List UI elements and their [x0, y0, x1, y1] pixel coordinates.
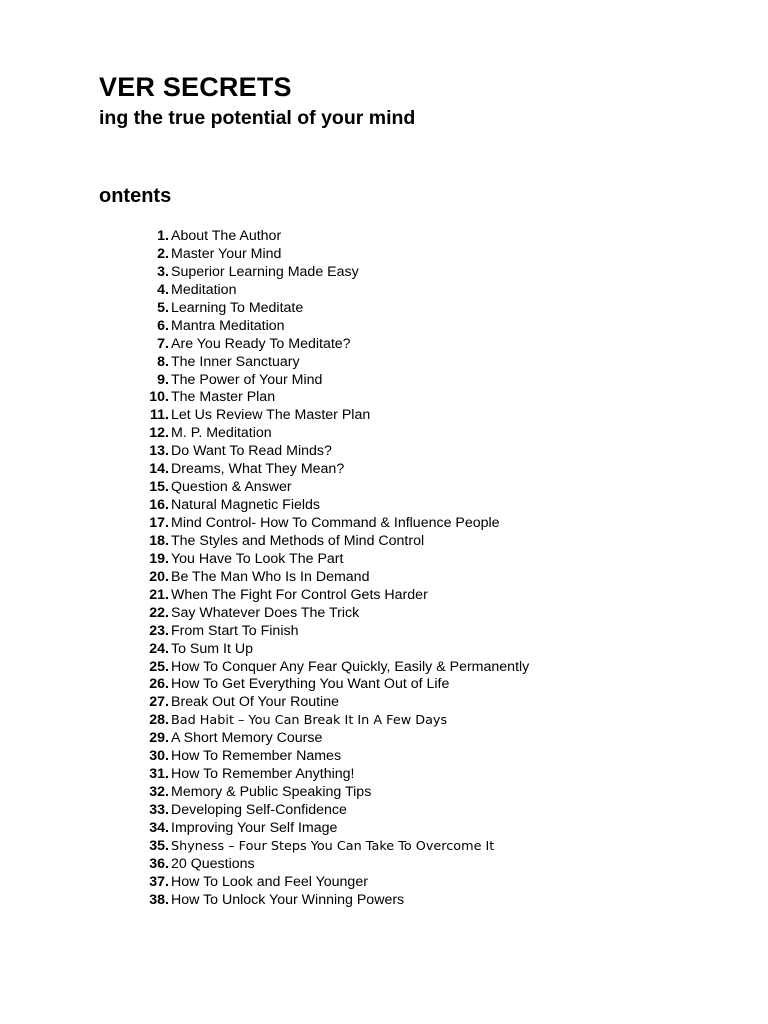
toc-item-title: The Master Plan [171, 389, 276, 406]
document-subtitle: ing the true potential of your mind [99, 107, 416, 129]
toc-item-number: 38. [149, 891, 169, 908]
toc-item-number: 27. [149, 694, 169, 711]
contents-heading: ontents [99, 185, 172, 207]
toc-item-title: How To Get Everything You Want Out of Life [171, 676, 450, 693]
toc-item-title: Meditation [171, 281, 237, 298]
toc-item-title: The Power of Your Mind [171, 371, 323, 388]
toc-item-number: 12. [149, 425, 169, 442]
toc-item-title: The Inner Sanctuary [171, 353, 300, 370]
toc-item-title: You Have To Look The Part [171, 550, 344, 567]
toc-item-title: Master Your Mind [171, 245, 282, 262]
toc-item-number: 4. [157, 281, 169, 298]
toc-item-number: 26. [149, 676, 169, 693]
toc-item-number: 7. [157, 335, 169, 352]
toc-item-title: How To Remember Anything! [171, 766, 355, 783]
toc-item-title: The Styles and Methods of Mind Control [171, 532, 425, 549]
toc-item-number: 15. [149, 479, 169, 496]
toc-item-number: 17. [149, 515, 169, 531]
toc-item-number: 14. [149, 461, 169, 478]
toc-item-number: 10. [149, 389, 169, 406]
toc-item-number: 11. [150, 407, 169, 424]
toc-item-number: 28. [149, 712, 169, 729]
toc-item-number: 22. [149, 604, 169, 621]
toc-item-number: 24. [149, 640, 169, 657]
toc-item-title: When The Fight For Control Gets Harder [171, 586, 428, 603]
toc-item-title: How To Remember Names [171, 748, 342, 765]
toc-item-number: 29. [149, 730, 169, 747]
toc-item-number: 33. [149, 802, 169, 818]
toc-item-title: Mantra Meditation [171, 317, 285, 334]
toc-item-number: 30. [149, 748, 169, 765]
toc-item-title: Improving Your Self Image [171, 819, 338, 836]
toc-item-number: 32. [149, 784, 169, 801]
toc-item-title: Are You Ready To Meditate? [171, 335, 351, 352]
toc-item-title: Do Want To Read Minds? [171, 443, 332, 460]
toc-item-number: 35. [149, 837, 169, 854]
toc-item-title: Bad Habit – You Can Break It In A Few Days [171, 713, 448, 729]
toc-item-title: 20 Questions [171, 855, 255, 872]
toc-item-number: 37. [149, 873, 169, 890]
toc-item-title: From Start To Finish [171, 622, 299, 639]
toc-item-number: 20. [149, 568, 169, 585]
toc-item-title: How To Conquer Any Fear Quickly, Easily & Permanently [171, 658, 530, 675]
toc-item-title: Let Us Review The Master Plan [171, 407, 371, 424]
toc-item-title: Developing Self-Confidence [171, 802, 347, 818]
toc-item-title: How To Look and Feel Younger [171, 873, 368, 890]
toc-item-number: 23. [149, 622, 169, 639]
toc-item-title: Be The Man Who Is In Demand [171, 568, 370, 585]
toc-item-number: 19. [149, 550, 169, 567]
toc-item-title: Shyness – Four Steps You Can Take To Overcome It [171, 838, 495, 854]
toc-item-number: 3. [157, 263, 169, 280]
toc-item-title: Natural Magnetic Fields [171, 497, 321, 514]
toc-item-title: Break Out Of Your Routine [171, 694, 339, 711]
toc-item-number: 36. [149, 855, 169, 872]
toc-item-title: Say Whatever Does The Trick [171, 604, 360, 621]
toc-item-number: 13. [149, 443, 169, 460]
toc-item-number: 21. [149, 586, 169, 603]
toc-item-title: M. P. Meditation [171, 425, 272, 442]
toc-item-title: Superior Learning Made Easy [171, 263, 359, 280]
toc-item-title: Mind Control- How To Command & Influence People [171, 515, 500, 531]
toc-item-title: A Short Memory Course [171, 730, 323, 747]
toc-item-title: How To Unlock Your Winning Powers [171, 891, 405, 908]
toc-item-number: 1. [157, 228, 169, 244]
toc-item-number: 25. [149, 658, 169, 675]
toc-item-title: To Sum It Up [171, 640, 253, 657]
toc-item-number: 16. [149, 497, 169, 514]
toc-item-title: Learning To Meditate [171, 299, 304, 316]
toc-item-number: 18. [149, 532, 169, 549]
toc-item-number: 8. [157, 353, 169, 370]
toc-item-title: About The Author [171, 228, 282, 244]
document-title: VER SECRETS [99, 72, 292, 102]
toc-item-number: 9. [157, 371, 169, 388]
toc-item-number: 31. [149, 766, 169, 783]
toc-item-title: Memory & Public Speaking Tips [171, 784, 372, 801]
toc-item-number: 6. [157, 317, 169, 334]
toc-item-title: Dreams, What They Mean? [171, 461, 345, 478]
toc-item-number: 2. [157, 245, 169, 262]
toc-item-number: 34. [149, 819, 169, 836]
toc-item-title: Question & Answer [171, 479, 292, 496]
toc-item-number: 5. [157, 299, 169, 316]
